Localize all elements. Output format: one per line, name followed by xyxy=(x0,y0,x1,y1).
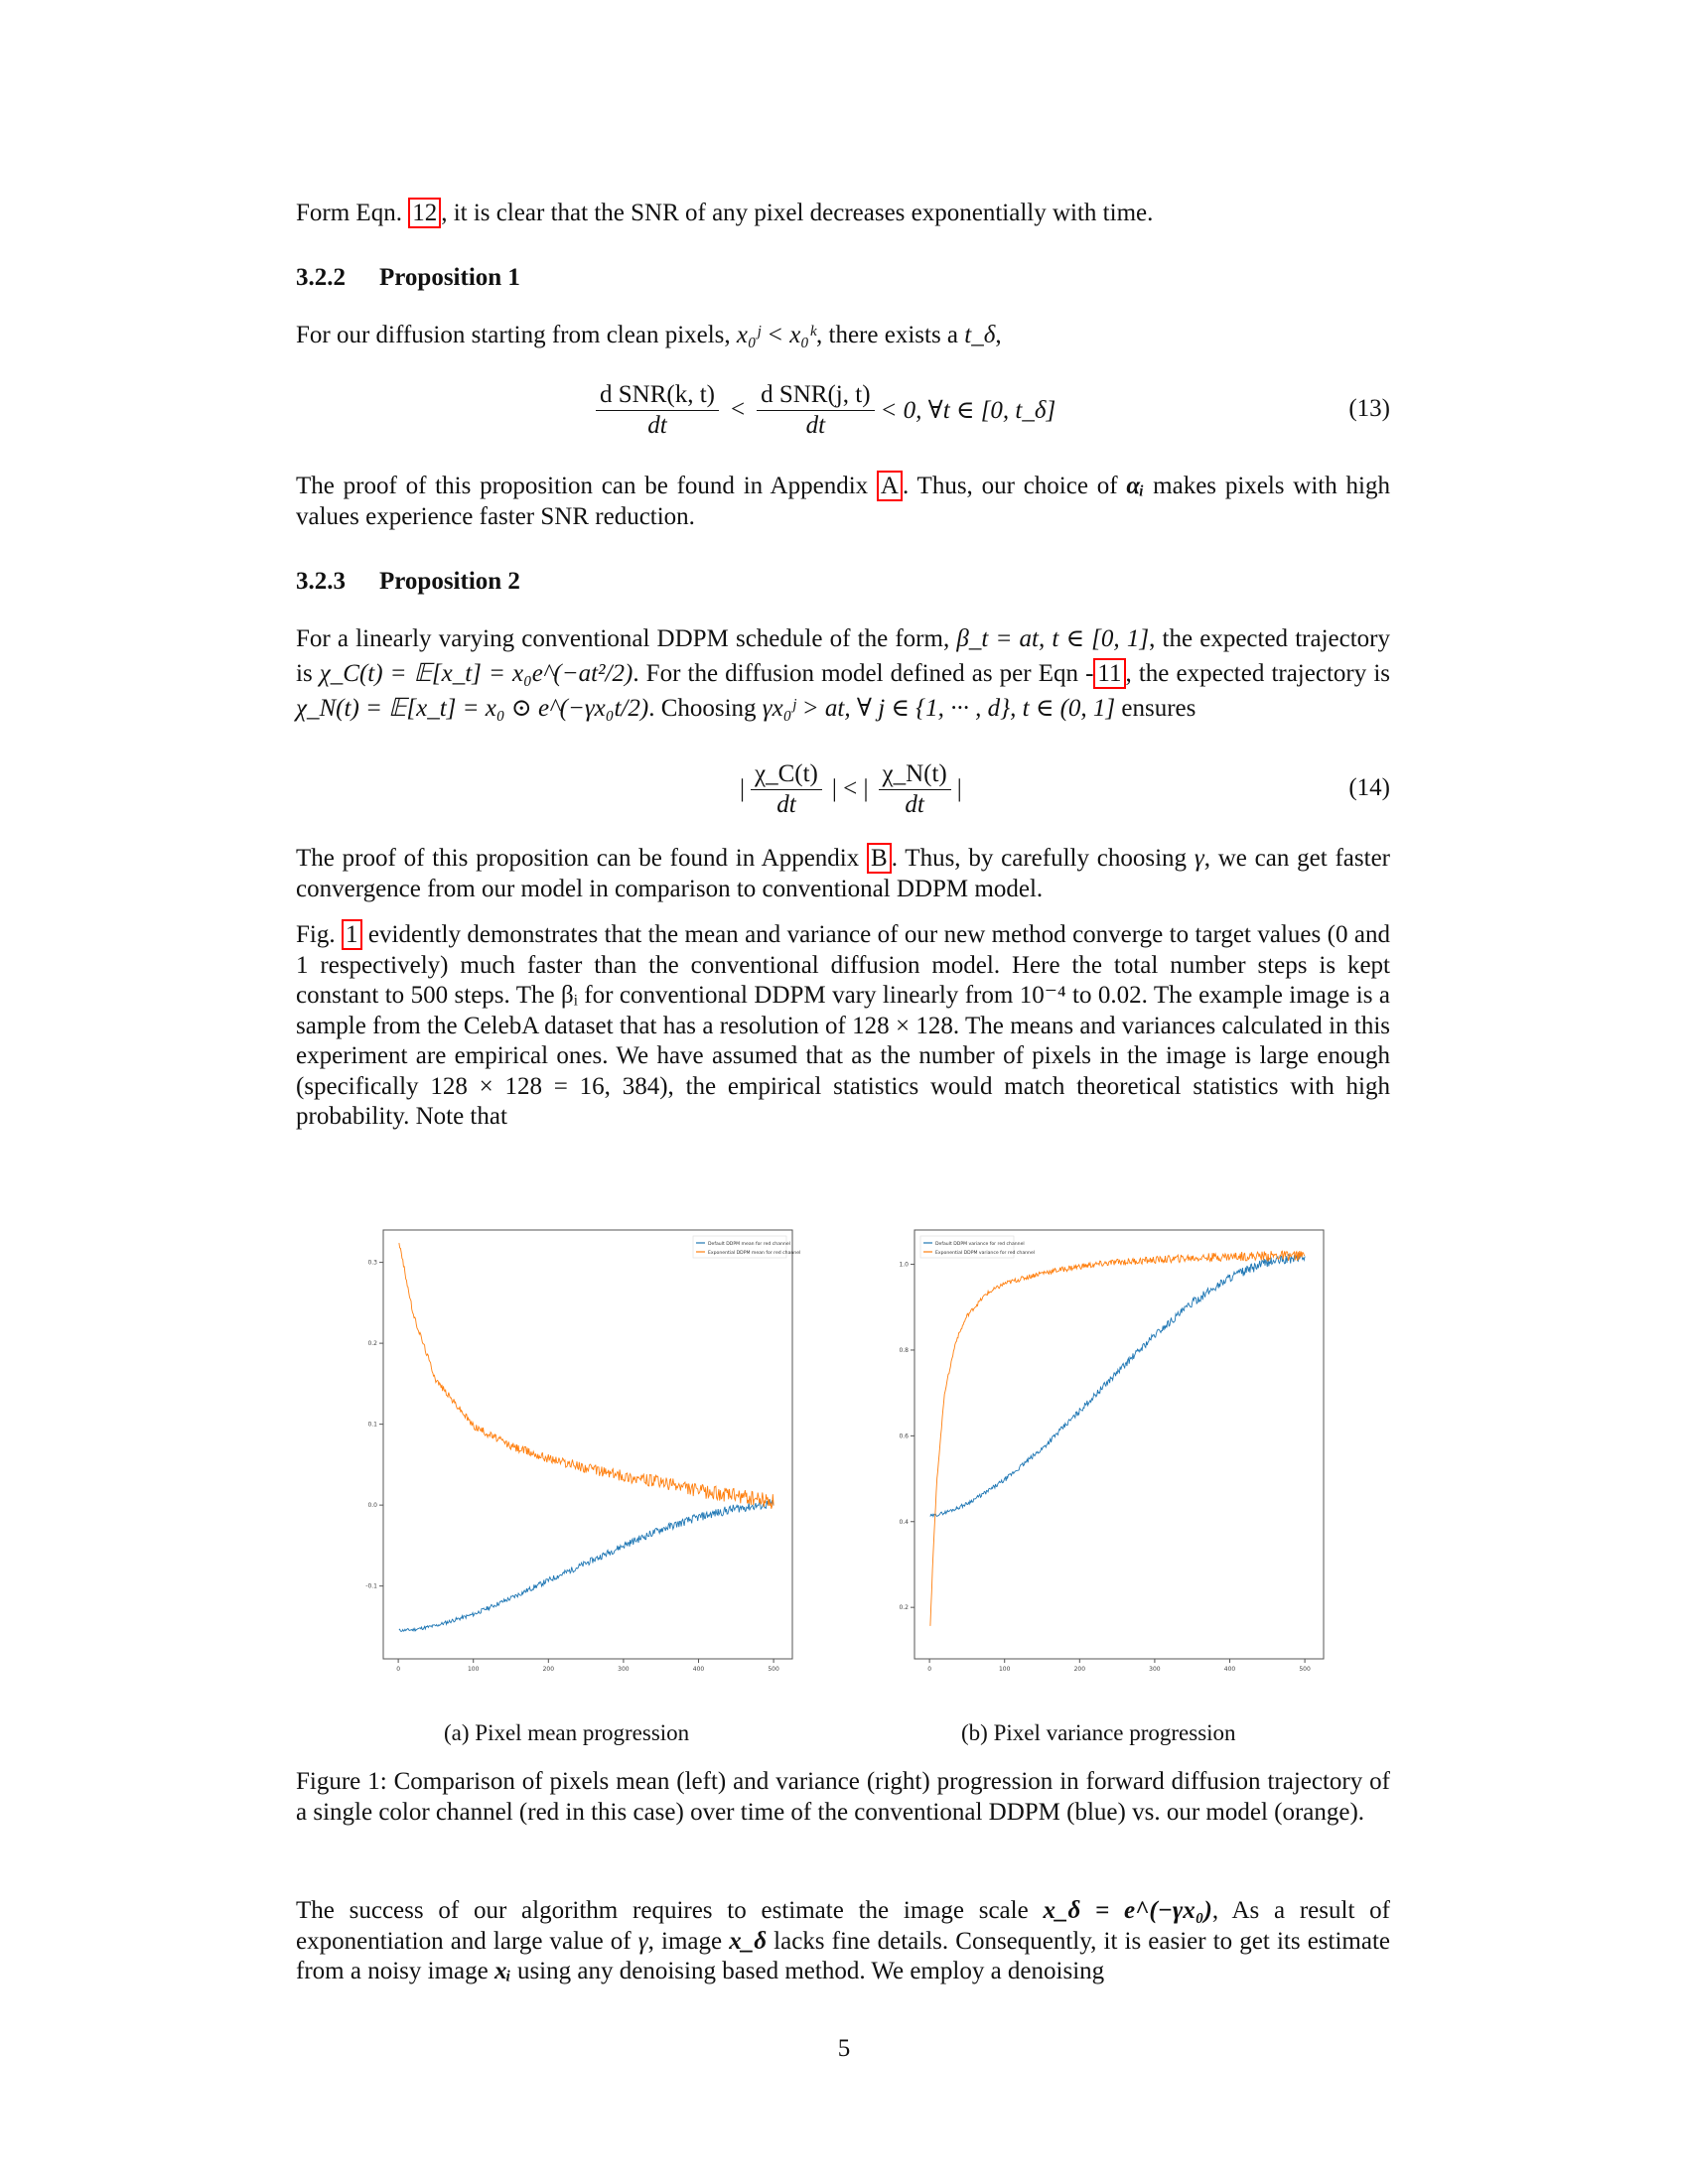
x-tick-label: 500 xyxy=(1299,1666,1311,1673)
legend-label: Exponential DDPM variance for red channel xyxy=(935,1251,1036,1256)
paragraph-prop2: For a linearly varying conventional DDPM schedule of the form, β_t = at, t ∈ [0, 1], the expected trajectory is χ_C(t) = 𝔼[x_t] = x₀e^(−at²/2). For the diffusion model defined as per Eqn - 11 , the expected trajectory is χ_N(t) = 𝔼[x_t] = x₀ ⊙ e^(−γx₀t/2). Choosing γx₀ʲ > at, ∀ j ∈ {1, ··· , d}, t ∈ (0, 1] ensures xyxy=(296,625,1391,722)
eqn-11-link[interactable]: 11 xyxy=(1093,658,1125,689)
paragraph-prop1: For our diffusion starting from clean pixels, x₀ʲ < x₀ᵏ, there exists a t_δ, xyxy=(296,322,1002,348)
chart-pixel-mean xyxy=(365,1226,801,1673)
figure-1-link[interactable]: 1 xyxy=(342,919,362,950)
legend-label: Exponential DDPM mean for red channel xyxy=(708,1251,801,1256)
section-heading-3-2-2: 3.2.2 Proposition 1 xyxy=(296,264,520,291)
plot-frame xyxy=(914,1230,1324,1659)
x-tick-label: 0 xyxy=(927,1666,932,1673)
figure-caption: Figure 1: Comparison of pixels mean (left) and variance (right) progression in forward diffusion trajectory of a single color channel (red in this case) over time of the conventional DDPM (blue) vs. our model (orange). xyxy=(296,1768,1390,1826)
y-tick-label: 0.2 xyxy=(899,1604,909,1612)
x-tick-label: 400 xyxy=(1223,1666,1236,1673)
subcaption-a: (a) Pixel mean progression xyxy=(444,1720,690,1745)
paragraph-success: The success of our algorithm requires to estimate the image scale x_δ = e^(−γx₀), As a result of exponentiation and large value of γ, image x_δ lacks fine details. Consequently, it is easier to get its estimate from a noisy image xᵢ using any denoising based method. We employ a denoising xyxy=(296,1897,1390,1984)
x-tick-label: 100 xyxy=(467,1666,480,1673)
subcaption-b: (b) Pixel variance progression xyxy=(961,1720,1236,1745)
eqn-12-link[interactable]: 12 xyxy=(408,198,441,228)
y-tick-label: 0.0 xyxy=(367,1502,377,1510)
x-tick-label: 300 xyxy=(618,1666,630,1673)
y-tick-label: 0.8 xyxy=(899,1346,909,1354)
equation-14-label: (14) xyxy=(1348,774,1390,801)
x-tick-label: 0 xyxy=(396,1666,401,1673)
legend-label: Default DDPM mean for red channel xyxy=(708,1242,790,1247)
x-tick-label: 200 xyxy=(542,1666,555,1673)
x-tick-label: 200 xyxy=(1073,1666,1086,1673)
x-tick-label: 300 xyxy=(1149,1666,1161,1673)
section-heading-3-2-3: 3.2.3 Proposition 2 xyxy=(296,568,520,595)
paragraph-intro: Form Eqn. 12 , it is clear that the SNR of any pixel decreases exponentially with time. xyxy=(296,200,1154,226)
y-tick-label: 0.6 xyxy=(899,1433,909,1440)
appendix-b-link[interactable]: B xyxy=(867,843,892,874)
x-tick-label: 400 xyxy=(692,1666,705,1673)
y-tick-label: 0.2 xyxy=(367,1340,377,1348)
equation-14: | $\frac{\chi\_C(t)}{dt}$ | < | $\frac{\chi\_N(t)}{dt}$ | (14) xyxy=(740,759,1390,818)
y-tick-label: 0.3 xyxy=(367,1259,377,1267)
paragraph-fig-discussion: Fig. 1 evidently demonstrates that the mean and variance of our new method converge to target values (0 and 1 respectively) much faster than the conventional diffusion model. Here the total number steps is kept constant to 500 steps. The βᵢ for conventional DDPM vary linearly from 10⁻⁴ to 0.02. The example image is a sample from the CelebA dataset that has a resolution of 128 × 128. The means and variances calculated in this experiment are empirical ones. We have assumed that as the number of pixels in the image is large enough (specifically 128 × 128 = 16, 384), the empirical statistics would match theoretical statistics with high probability. Note that xyxy=(296,921,1390,1130)
y-tick-label: 0.1 xyxy=(367,1421,377,1429)
y-tick-label: 0.4 xyxy=(899,1518,909,1526)
chart-pixel-variance xyxy=(899,1226,1328,1673)
paragraph-proof-a: The proof of this proposition can be found in Appendix A . Thus, our choice of αᵢ makes pixels with high values experience faster SNR reduction. xyxy=(296,473,1390,530)
y-tick-label: 1.0 xyxy=(899,1261,909,1269)
paragraph-proof-b: The proof of this proposition can be found in Appendix B . Thus, by carefully choosing γ, we can get faster convergence from our model in comparison to conventional DDPM model. xyxy=(296,845,1390,902)
appendix-a-link[interactable]: A xyxy=(877,471,903,501)
plot-frame xyxy=(383,1230,792,1659)
page-number: 5 xyxy=(837,2035,851,2062)
legend-label: Default DDPM variance for red channel xyxy=(935,1242,1025,1247)
x-tick-label: 100 xyxy=(998,1666,1011,1673)
equation-13: $\frac{\text{d SNR(k, t)}}{dt}$ < $\frac{\text{d SNR(j, t)}}{dt}$ < 0, ∀t ∈ [0, t_δ] (13) xyxy=(296,375,1390,445)
equation-13-label: (13) xyxy=(1348,395,1390,422)
x-tick-label: 500 xyxy=(768,1666,779,1673)
y-tick-label: -0.1 xyxy=(365,1582,377,1590)
